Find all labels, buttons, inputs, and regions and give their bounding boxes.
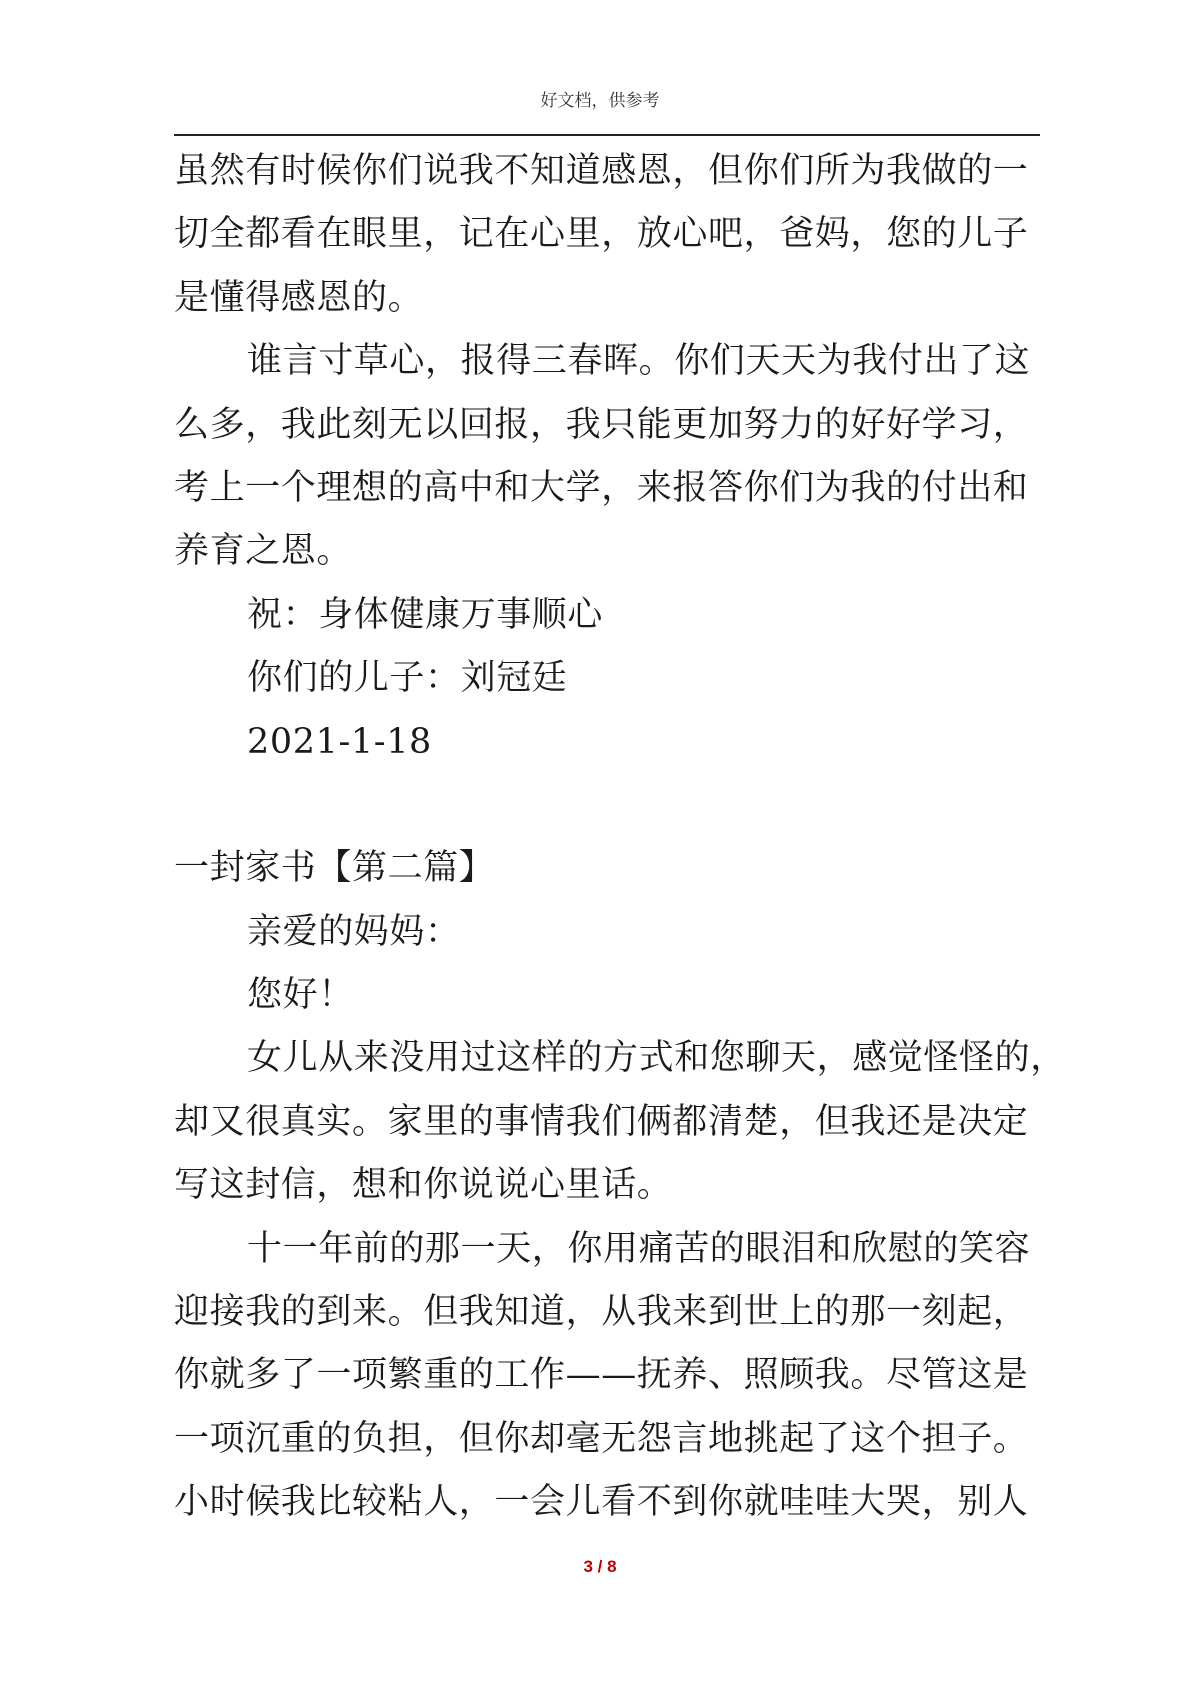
paragraph-line: 切全都看在眼里，记在心里，放心吧，爸妈，您的儿子 (174, 214, 1029, 255)
paragraph-line: 养育之恩。 (174, 531, 353, 572)
page-number: 3 / 8 (583, 1557, 617, 1576)
paragraph-line: 你就多了一项繁重的工作——抚养、照顾我。尽管这是 (174, 1355, 1029, 1396)
paragraph-line: 十一年前的那一天，你用痛苦的眼泪和欣慰的笑容 (247, 1228, 1031, 1269)
signature: 你们的儿子：刘冠廷 (247, 658, 568, 699)
paragraph-line: 小时候我比较粘人，一会儿看不到你就哇哇大哭，别人 (174, 1482, 1029, 1523)
paragraph-line: 迎接我的到来。但我知道，从我来到世上的那一刻起， (174, 1292, 1029, 1333)
page-header: 好文档，供参考 (540, 91, 660, 111)
paragraph-line: 虽然有时候你们说我不知道感恩，但你们所为我做的一 (174, 151, 1029, 191)
blank-line (174, 774, 1074, 837)
paragraph-line: 女儿从来没用过这样的方式和您聊天，感觉怪怪的， (247, 1038, 1066, 1079)
paragraph-line: 却又很真实。家里的事情我们俩都清楚，但我还是决定 (174, 1101, 1029, 1142)
closing-wish: 祝：身体健康万事顺心 (247, 594, 604, 635)
paragraph-line: 是懂得感恩的。 (174, 277, 424, 318)
letter-greeting: 您好！ (247, 975, 354, 1016)
section-title: 一封家书【第二篇】 (174, 848, 495, 889)
paragraph-line: 么多，我此刻无以回报，我只能更加努力的好好学习， (174, 404, 1029, 445)
paragraph-line: 一项沉重的负担，但你却毫无怨言地挑起了这个担子。 (174, 1418, 1029, 1459)
header-divider (174, 134, 1040, 136)
paragraph-line: 考上一个理想的高中和大学，来报答你们为我的付出和 (174, 467, 1029, 508)
paragraph-line: 谁言寸草心，报得三春晖。你们天天为我付出了这 (247, 341, 1031, 382)
letter-date: 2021-1-18 (247, 721, 432, 762)
document-body (174, 140, 1074, 1535)
paragraph-line: 写这封信，想和你说说心里话。 (174, 1165, 673, 1206)
letter-salutation: 亲爱的妈妈： (247, 911, 461, 952)
